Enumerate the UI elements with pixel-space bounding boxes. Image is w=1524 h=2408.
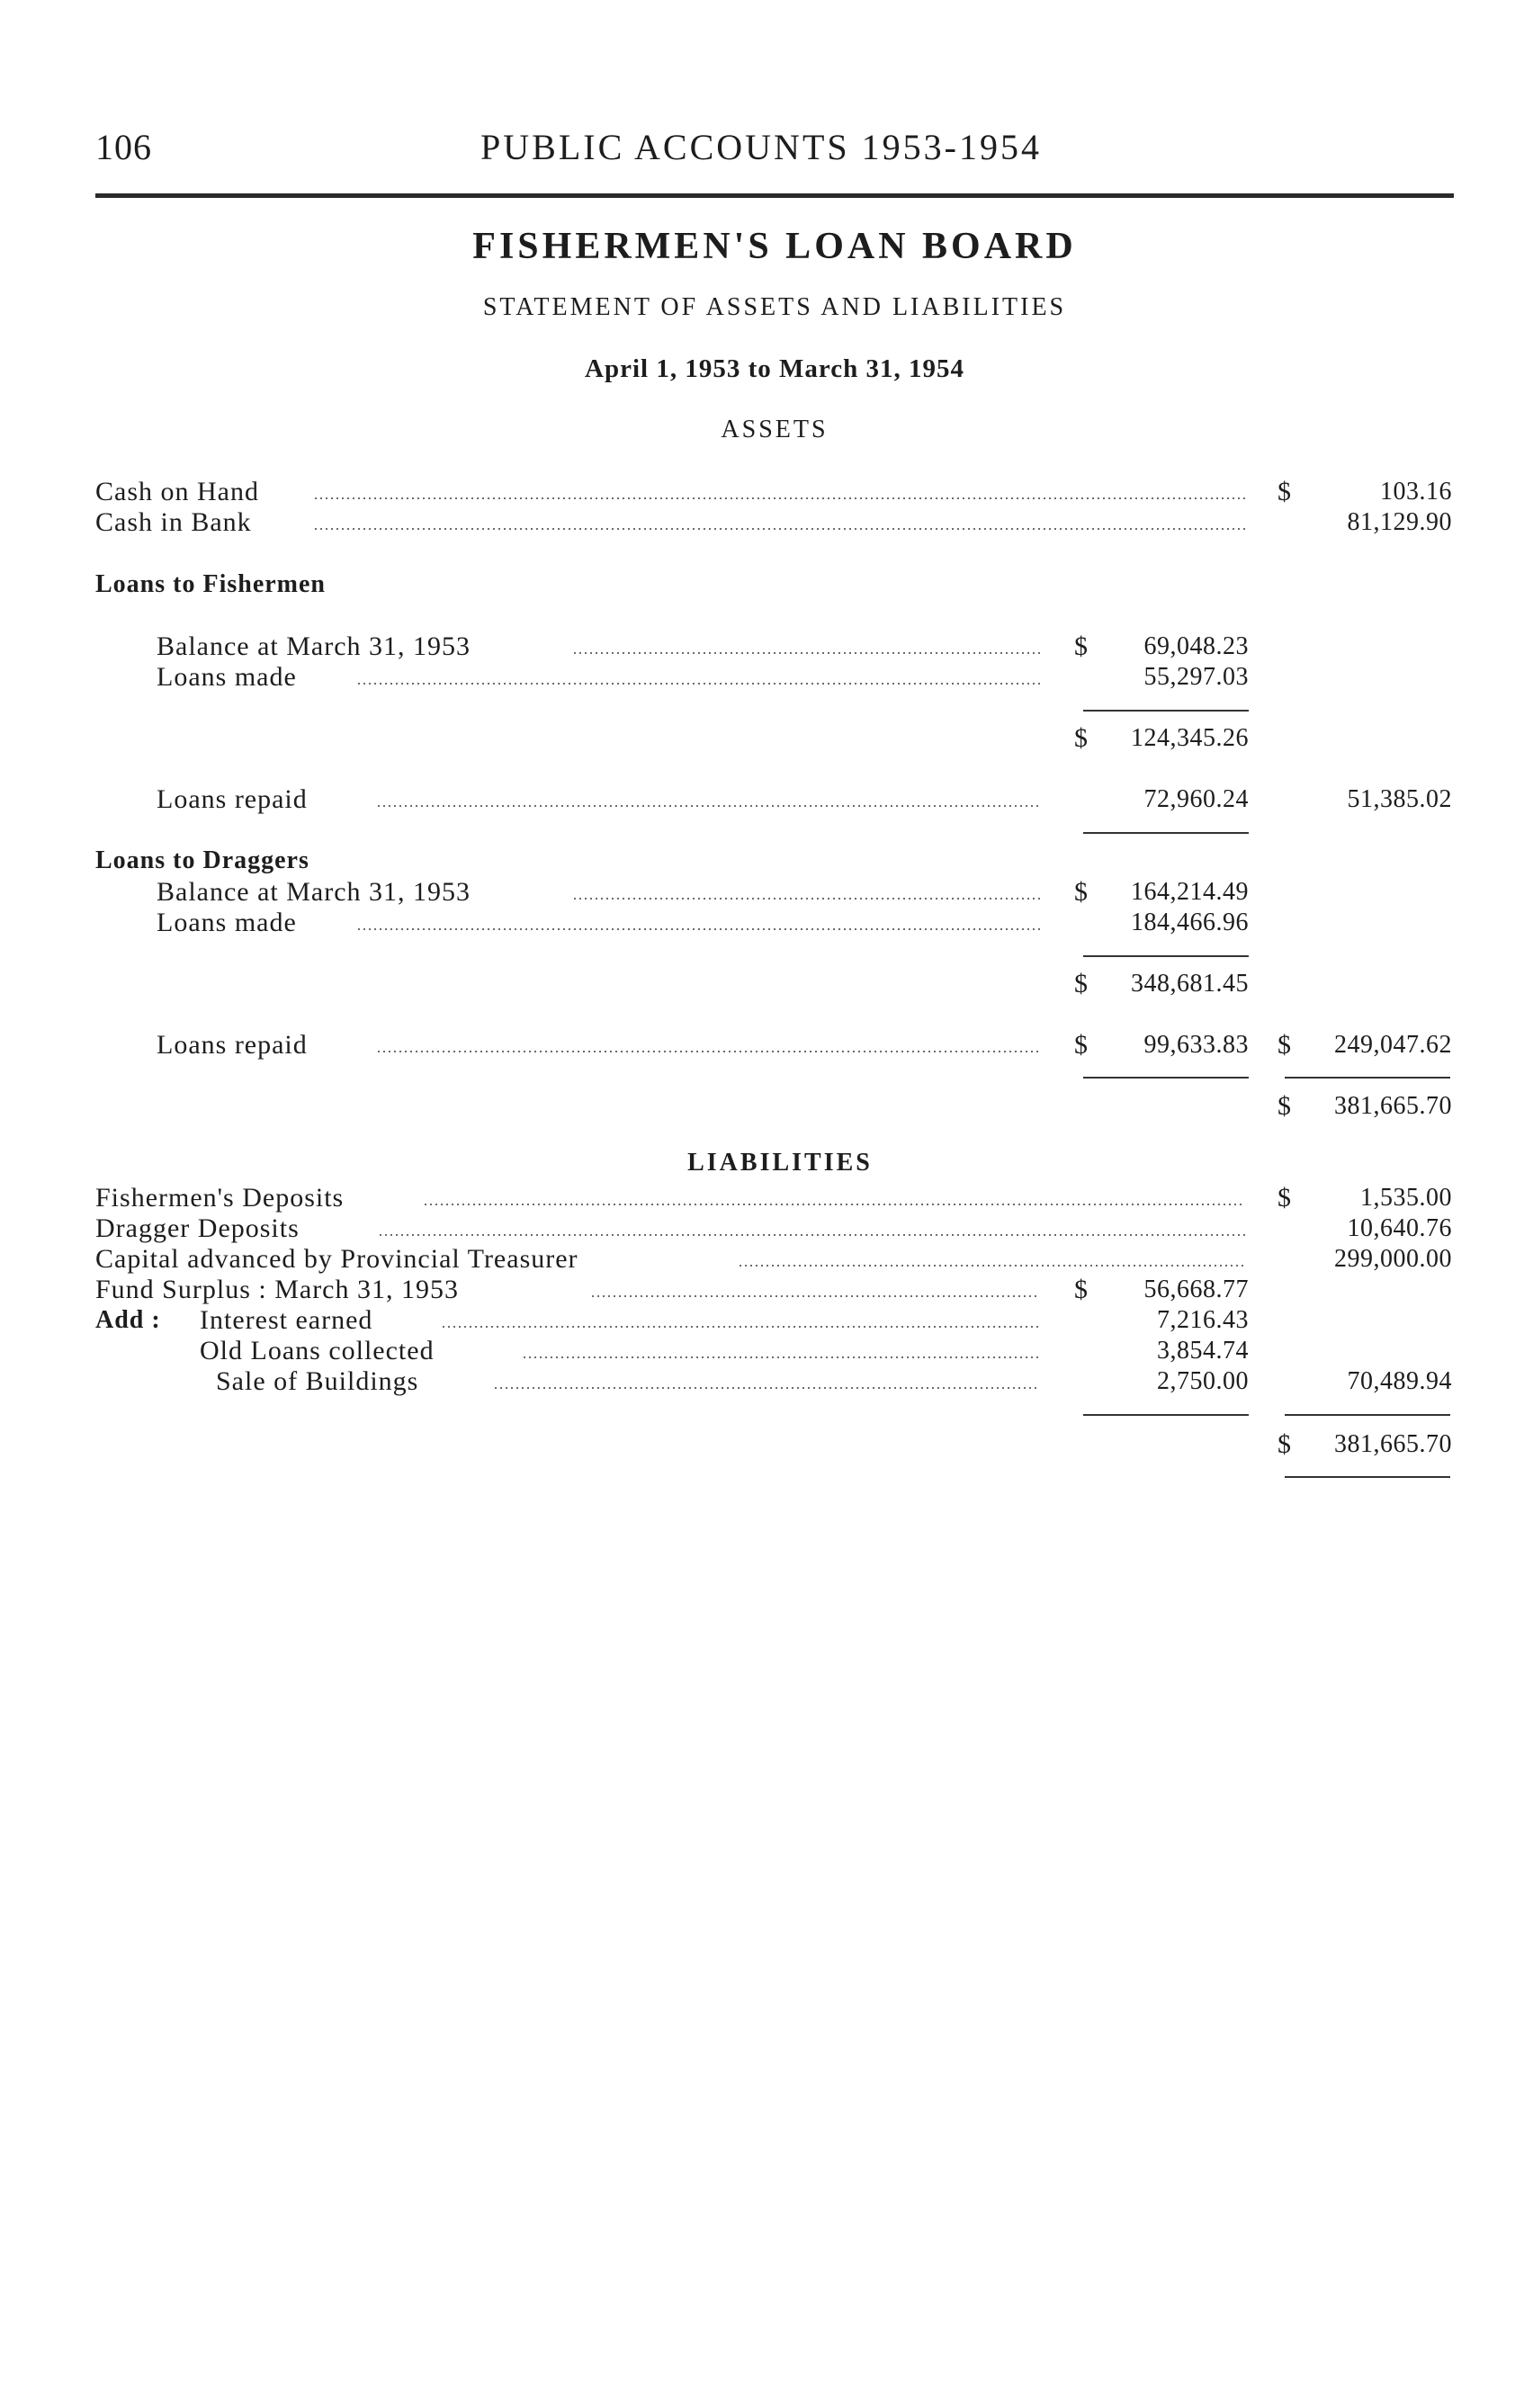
subtotal-rule	[1083, 1414, 1249, 1416]
currency-sign: $	[1074, 723, 1088, 753]
document-period: April 1, 1953 to March 31, 1954	[585, 354, 964, 383]
cash-on-hand-row	[0, 477, 1524, 507]
amount: 81,129.90	[1347, 508, 1452, 536]
leader-dots	[313, 495, 1245, 502]
leader-dots	[423, 1201, 1245, 1208]
currency-sign: $	[1277, 1091, 1291, 1121]
amount: 184,466.96	[1131, 909, 1249, 936]
running-head	[95, 126, 1454, 171]
amount: 56,668.77	[1143, 1276, 1249, 1303]
leader-dots	[376, 802, 1040, 810]
dragger-subtotal-row	[0, 969, 1524, 999]
running-title: PUBLIC ACCOUNTS 1953-1954	[480, 127, 1042, 167]
subtotal-rule	[1083, 710, 1249, 712]
row-label: Balance at March 31, 1953	[157, 631, 471, 661]
document-subtitle: STATEMENT OF ASSETS AND LIABILITIES	[482, 293, 1067, 321]
amount: 72,960.24	[1143, 785, 1249, 813]
leader-dots	[441, 1323, 1040, 1330]
subtotal-rule	[1083, 1077, 1249, 1079]
amount: 348,681.45	[1131, 970, 1249, 998]
dragger-loans-repaid-row	[0, 1030, 1524, 1061]
amount: 164,214.49	[1131, 878, 1249, 906]
net-amount: 51,385.02	[1347, 785, 1452, 813]
row-label: Sale of Buildings	[216, 1366, 419, 1396]
row-label: Old Loans collected	[200, 1336, 435, 1365]
dragger-loans-made-row	[0, 908, 1524, 938]
row-label: Cash in Bank	[95, 507, 252, 537]
fund-surplus-row	[0, 1275, 1524, 1305]
document-title: FISHERMEN'S LOAN BOARD	[472, 226, 1077, 267]
row-label: Balance at March 31, 1953	[157, 877, 471, 907]
currency-sign: $	[1074, 969, 1088, 998]
row-label: Capital advanced by Provincial Treasurer	[95, 1244, 578, 1274]
leader-dots	[313, 525, 1245, 533]
leader-dots	[356, 680, 1040, 687]
currency-sign: $	[1074, 631, 1088, 661]
subtotal-rule	[1285, 1077, 1450, 1079]
subtotal-rule	[1083, 832, 1249, 834]
fishermen-subtotal-row	[0, 723, 1524, 754]
capital-advanced-row	[0, 1244, 1524, 1275]
amount: 7,216.43	[1157, 1306, 1249, 1334]
currency-sign: $	[1074, 1275, 1088, 1304]
row-label: Loans repaid	[157, 784, 308, 814]
row-label: Interest earned	[200, 1305, 373, 1335]
leader-dots	[356, 926, 1040, 933]
fishermen-loans-heading-row	[0, 569, 1524, 600]
currency-sign: $	[1277, 1183, 1291, 1213]
row-label: Dragger Deposits	[95, 1213, 300, 1243]
dragger-balance-row	[0, 877, 1524, 908]
amount: 99,633.83	[1143, 1031, 1249, 1059]
old-loans-row	[0, 1336, 1524, 1366]
amount: 299,000.00	[1334, 1245, 1452, 1273]
row-label: Loans made	[157, 908, 297, 937]
leader-dots	[738, 1262, 1245, 1269]
leader-dots	[572, 649, 1040, 657]
fishermen-loans-repaid-row	[0, 784, 1524, 815]
fishermens-deposits-row	[0, 1183, 1524, 1213]
section-subheading: Loans to Draggers	[95, 846, 309, 874]
sale-of-buildings-row	[0, 1366, 1524, 1397]
fishermen-loans-made-row	[0, 662, 1524, 693]
total-amount: 381,665.70	[1334, 1430, 1452, 1458]
assets-heading: ASSETS	[721, 416, 829, 443]
leader-dots	[590, 1293, 1040, 1300]
row-label: Cash on Hand	[95, 477, 259, 506]
assets-total-row	[0, 1091, 1524, 1122]
amount: 69,048.23	[1143, 632, 1249, 660]
leader-dots	[376, 1048, 1040, 1055]
section-subheading: Loans to Fishermen	[95, 570, 326, 598]
row-label: Fund Surplus : March 31, 1953	[95, 1275, 459, 1304]
interest-earned-row	[0, 1305, 1524, 1336]
currency-sign: $	[1277, 1429, 1291, 1459]
total-underline	[1285, 1476, 1450, 1478]
subtotal-rule	[1285, 1414, 1450, 1416]
fishermen-balance-row	[0, 631, 1524, 662]
net-amount: 249,047.62	[1334, 1031, 1452, 1059]
amount: 3,854.74	[1157, 1337, 1249, 1365]
dragger-loans-heading-row	[0, 846, 1524, 876]
currency-sign: $	[1277, 1030, 1291, 1060]
liabilities-heading: LIABILITIES	[687, 1149, 873, 1177]
header-rule	[95, 193, 1454, 198]
leader-dots	[572, 895, 1040, 902]
currency-sign: $	[1074, 877, 1088, 907]
add-label: Add :	[95, 1306, 161, 1334]
amount: 2,750.00	[1157, 1367, 1249, 1395]
row-label: Loans repaid	[157, 1030, 308, 1060]
amount: 55,297.03	[1143, 663, 1249, 691]
row-label: Fishermen's Deposits	[95, 1183, 345, 1213]
amount: 1,535.00	[1360, 1184, 1452, 1212]
leader-dots	[493, 1384, 1040, 1392]
leader-dots	[378, 1231, 1245, 1239]
row-label: Loans made	[157, 662, 297, 692]
leader-dots	[522, 1354, 1040, 1361]
subtotal-rule	[1083, 955, 1249, 957]
page-number: 106	[95, 127, 152, 167]
liabilities-total-row	[0, 1429, 1524, 1460]
net-amount: 70,489.94	[1347, 1367, 1452, 1395]
dragger-deposits-row	[0, 1213, 1524, 1244]
amount: 103.16	[1380, 478, 1452, 506]
cash-in-bank-row	[0, 507, 1524, 538]
currency-sign: $	[1074, 1030, 1088, 1060]
total-amount: 381,665.70	[1334, 1092, 1452, 1120]
amount: 124,345.26	[1131, 724, 1249, 752]
currency-sign: $	[1277, 477, 1291, 506]
amount: 10,640.76	[1347, 1214, 1452, 1242]
